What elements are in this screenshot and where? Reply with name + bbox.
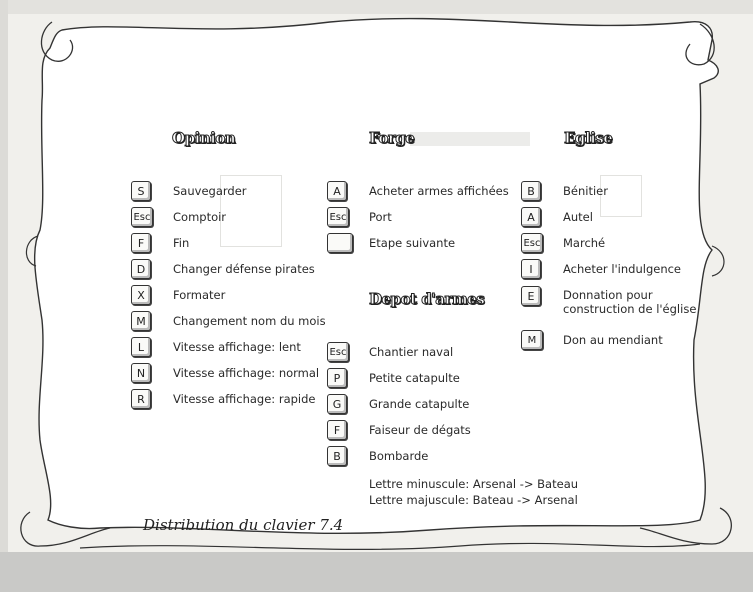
key-row	[327, 393, 469, 415]
key-row	[327, 180, 509, 202]
key-label: Changer défense pirates	[173, 262, 315, 276]
key-label: Vitesse affichage: normal	[173, 366, 320, 380]
key-label: Comptoir	[173, 210, 227, 224]
depot-note: Lettre majuscule: Bateau -> Arsenal	[369, 493, 578, 507]
key-cap: B	[327, 446, 347, 466]
key-label: Acheter armes affichées	[369, 184, 509, 198]
key-cap: Esc	[327, 207, 349, 227]
key-cap: M	[131, 311, 151, 331]
key-row	[521, 232, 605, 254]
key-cap: Esc	[521, 233, 543, 253]
key-row	[131, 310, 326, 332]
key-label: Acheter l'indulgence	[563, 262, 682, 276]
key-label: Chantier naval	[369, 345, 454, 359]
heading-eglise: Eglise	[564, 129, 613, 147]
key-label: Bénitier	[563, 184, 608, 198]
key-label: Bombarde	[369, 449, 429, 463]
key-label: Etape suivante	[369, 236, 456, 250]
key-label: Autel	[563, 210, 593, 224]
key-cap: N	[131, 363, 151, 383]
key-row	[131, 258, 315, 280]
key-cap: E	[521, 286, 541, 306]
key-cap: X	[131, 285, 151, 305]
key-cap: D	[131, 259, 151, 279]
heading-forge: Forge	[369, 129, 415, 147]
key-label: Petite catapulte	[369, 371, 460, 385]
key-row	[327, 206, 392, 228]
key-row	[327, 341, 453, 363]
key-row	[131, 362, 319, 384]
key-label: Faiseur de dégats	[369, 423, 471, 437]
key-row	[131, 388, 315, 410]
key-row	[327, 232, 455, 254]
key-cap	[327, 233, 353, 253]
key-cap: F	[131, 233, 151, 253]
key-cap: Esc	[327, 342, 349, 362]
key-label: Changement nom du mois	[173, 314, 326, 328]
key-row	[521, 206, 593, 228]
key-row	[131, 180, 247, 202]
heading-depot: Depot d'armes	[369, 290, 485, 308]
key-cap: A	[521, 207, 541, 227]
key-label: Grande catapulte	[369, 397, 470, 411]
key-label: Port	[369, 210, 392, 224]
key-cap: S	[131, 181, 151, 201]
key-cap: P	[327, 368, 347, 388]
key-cap: L	[131, 337, 151, 357]
key-label: Sauvegarder	[173, 184, 247, 198]
key-cap: Esc	[131, 207, 153, 227]
key-cap: M	[521, 330, 543, 350]
key-cap: R	[131, 389, 151, 409]
key-row	[131, 336, 301, 358]
key-row	[521, 329, 663, 351]
key-row	[327, 419, 471, 441]
heading-opinion: Opinion	[172, 129, 236, 147]
key-label: Don au mendiant	[563, 333, 663, 347]
key-cap: F	[327, 420, 347, 440]
key-label: Donnation pour construction de l'église	[563, 288, 697, 316]
key-label: Marché	[563, 236, 606, 250]
key-label: Fin	[173, 236, 190, 250]
key-row	[131, 232, 189, 254]
key-row	[521, 180, 608, 202]
key-cap: I	[521, 259, 541, 279]
key-row	[131, 284, 225, 306]
key-row	[327, 445, 428, 467]
key-label: Vitesse affichage: lent	[173, 340, 301, 354]
key-cap: G	[327, 394, 347, 414]
key-label: Vitesse affichage: rapide	[173, 392, 316, 406]
key-row	[131, 206, 226, 228]
key-label: Formater	[173, 288, 226, 302]
key-row	[521, 258, 681, 280]
key-row	[327, 367, 460, 389]
depot-note: Lettre minuscule: Arsenal -> Bateau	[369, 477, 579, 491]
bleed-through-mark	[410, 132, 530, 146]
key-row	[521, 286, 713, 320]
key-cap: B	[521, 181, 541, 201]
figure-caption: Distribution du clavier 7.4	[143, 516, 344, 534]
key-cap: A	[327, 181, 347, 201]
